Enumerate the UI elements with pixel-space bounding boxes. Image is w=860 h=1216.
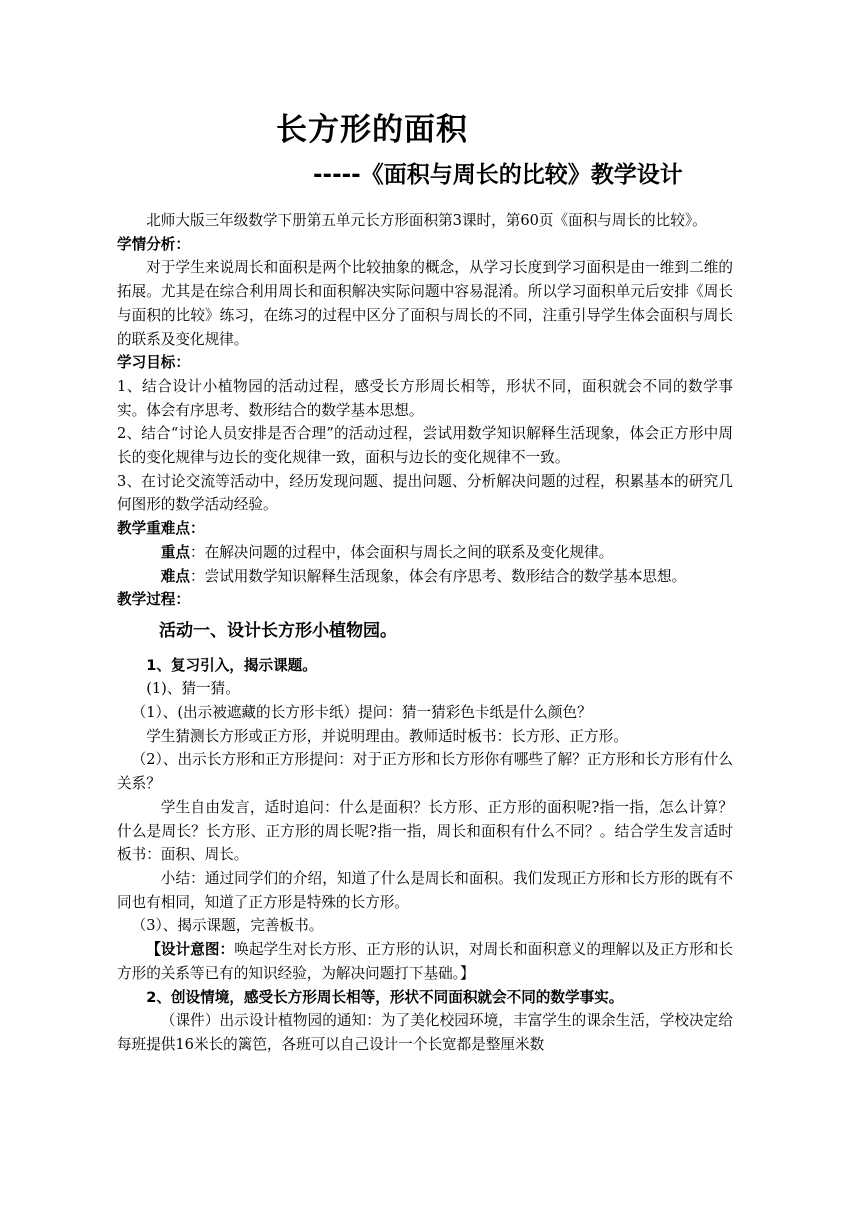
goals-heading: 学习目标： — [117, 354, 190, 372]
paragraph-1: （1）、(出示被遮藏的长方形卡纸）提问：猜一猜彩色卡纸是什么颜色？ — [131, 704, 592, 722]
analysis-paragraph: 对于学生来说周长和面积是两个比较抽象的概念，从学习长度到学习面积是由一维到二维的拓展。尤其是在综合利用周长和面积解决实际问题中容易混淆。所以学习面积单元后安排《周长与面积的比较》练习，在练习的过程中区分了面积与周长的不同，注重引导学生体会面积与周长的联系及变化规律。 — [117, 259, 733, 348]
process-heading: 教学过程： — [117, 591, 190, 609]
keypoints-heading: 教学重难点： — [117, 520, 205, 538]
analysis-heading: 学情分析： — [117, 235, 190, 253]
paragraph-2: 学生猜测长方形或正方形，并说明理由。教师适时板书：长方形、正方形。 — [146, 727, 628, 745]
paragraph-3: （2）、出示长方形和正方形提问：对于正方形和长方形你有哪些了解？正方形和长方形有什么关系？ — [117, 751, 733, 793]
paragraph-4: 学生自由发言，适时追问：什么是面积？长方形、正方形的面积呢?指一指，怎么计算？什么是周长？长方形、正方形的周长呢?指一指，周长和面积有什么不同？。结合学生发言适时板书：面积、周长。 — [117, 798, 733, 864]
design-text: 唤起学生对长方形、正方形的认识，对周长和面积意义的理解以及正方形和长方形的关系等已有的知识经验，为解决问题打下基础。】 — [117, 941, 733, 982]
step-1-heading: 1、复习引入，揭示课题。 — [146, 656, 317, 674]
difficult-label: 难点 — [160, 567, 190, 585]
difficult-text: ：尝试用数学知识解释生活现象，体会有序思考、数形结合的数学基本思想。 — [190, 567, 687, 585]
sub-step-1: (1)、猜一猜。 — [146, 680, 240, 698]
goal-3: 3、在讨论交流等活动中，经历发现问题、提出问题、分析解决问题的过程，积累基本的研究几何图形的数学活动经验。 — [117, 472, 733, 514]
step-2-heading: 2、创设情境，感受长方形周长相等，形状不同面积就会不同的数学事实。 — [146, 988, 624, 1006]
goal-2: 2、结合“讨论人员安排是否合理”的活动过程，尝试用数学知识解释生活现象，体会正方形中周长的变化规律与边长的变化规律一致，面积与边长的变化规律不一致。 — [117, 425, 733, 467]
activity-1-heading: 活动一、设计长方形小植物园。 — [159, 620, 397, 641]
document-subtitle: -----《面积与周长的比较》教学设计 — [313, 162, 683, 188]
paragraph-7: （课件）出示设计植物园的通知：为了美化校园环境，丰富学生的课余生活，学校决定给每班提供16米长的篱笆，各班可以自己设计一个长宽都是整厘米数 — [117, 1012, 733, 1053]
document-title: 长方形的面积 — [276, 112, 468, 148]
design-label: 【设计意图： — [146, 941, 235, 959]
key-point — [117, 541, 733, 565]
intro-paragraph: 北师大版三年级数学下册第五单元长方形面积第3课时，第60页《面积与周长的比较》。 — [146, 212, 707, 229]
design-intent — [117, 938, 733, 985]
key-label: 重点 — [160, 543, 190, 561]
document-body — [117, 209, 733, 1057]
paragraph-6: （3）、揭示课题，完善板书。 — [131, 917, 324, 935]
goal-1: 1、结合设计小植物园的活动过程，感受长方形周长相等，形状不同，面积就会不同的数学事实。体会有序思考、数形结合的数学基本思想。 — [117, 377, 733, 419]
paragraph-5: 小结：通过同学们的介绍，知道了什么是周长和面积。我们发现正方形和长方形的既有不同也有相同，知道了正方形是特殊的长方形。 — [117, 869, 733, 911]
difficult-point — [117, 565, 733, 589]
key-text: ：在解决问题的过程中，体会面积与周长之间的联系及变化规律。 — [190, 543, 614, 561]
